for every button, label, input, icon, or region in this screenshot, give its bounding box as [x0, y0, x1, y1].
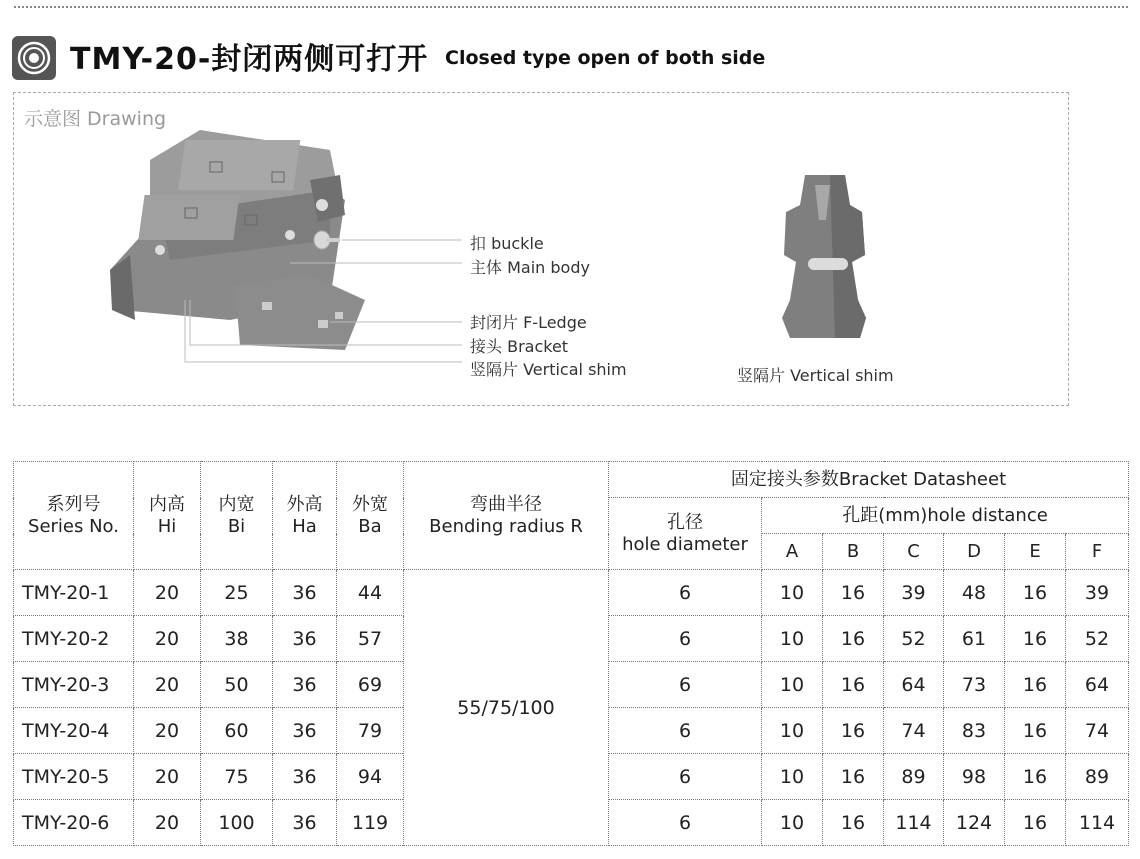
table-row: TMY-20-5 20 75 36 94 6 10 16 89 98 16 89 [14, 754, 1129, 800]
vertical-shim-shape [782, 175, 866, 338]
header-hole-diameter: 孔径 hole diameter [609, 498, 762, 570]
table-row: TMY-20-2 20 38 36 57 6 10 16 52 61 16 52 [14, 616, 1129, 662]
table-row: TMY-20-1 20 25 36 44 55/75/100 6 10 16 39 48 16 39 [14, 570, 1129, 616]
header-bi: 内宽 Bi [201, 462, 273, 570]
table-row: TMY-20-4 20 60 36 79 6 10 16 74 83 16 74 [14, 708, 1129, 754]
table-row: TMY-20-6 20 100 36 119 6 10 16 114 124 16 114 [14, 800, 1129, 846]
header-d: D [944, 534, 1005, 570]
header-f: F [1066, 534, 1129, 570]
header-ba: 外宽 Ba [337, 462, 404, 570]
callout-main-body: 主体 Main body [470, 258, 590, 277]
header-hole-distance: 孔距(mm)hole distance [762, 498, 1129, 534]
callout-bracket: 接头 Bracket [470, 337, 569, 356]
header-e: E [1005, 534, 1066, 570]
header-b: B [823, 534, 884, 570]
header-series: 系列号 Series No. [14, 462, 134, 570]
f-ledge-shape [235, 275, 365, 350]
table-row: TMY-20-3 20 50 36 69 6 10 16 64 73 16 64 [14, 662, 1129, 708]
header-c: C [884, 534, 944, 570]
bending-radius-value: 55/75/100 [404, 570, 609, 846]
header-bracket-datasheet: 固定接头参数Bracket Datasheet [609, 462, 1129, 498]
header-hi: 内高 Hi [134, 462, 201, 570]
page-title: TMY-20-封闭两侧可打开 [70, 42, 429, 77]
header-bending-radius: 弯曲半径 Bending radius R [404, 462, 609, 570]
callout-buckle: 扣 buckle [470, 234, 544, 253]
header-ha: 外高 Ha [273, 462, 337, 570]
spec-table [13, 461, 1129, 846]
callout-f-ledge: 封闭片 F-Ledge [470, 313, 587, 332]
page-subtitle: Closed type open of both side [445, 47, 766, 69]
callout-vertical-shim: 竖隔片 Vertical shim [470, 360, 627, 379]
drawing-label: 示意图 Drawing [24, 108, 167, 130]
header-a: A [762, 534, 823, 570]
shim-caption: 竖隔片 Vertical shim [737, 366, 894, 385]
